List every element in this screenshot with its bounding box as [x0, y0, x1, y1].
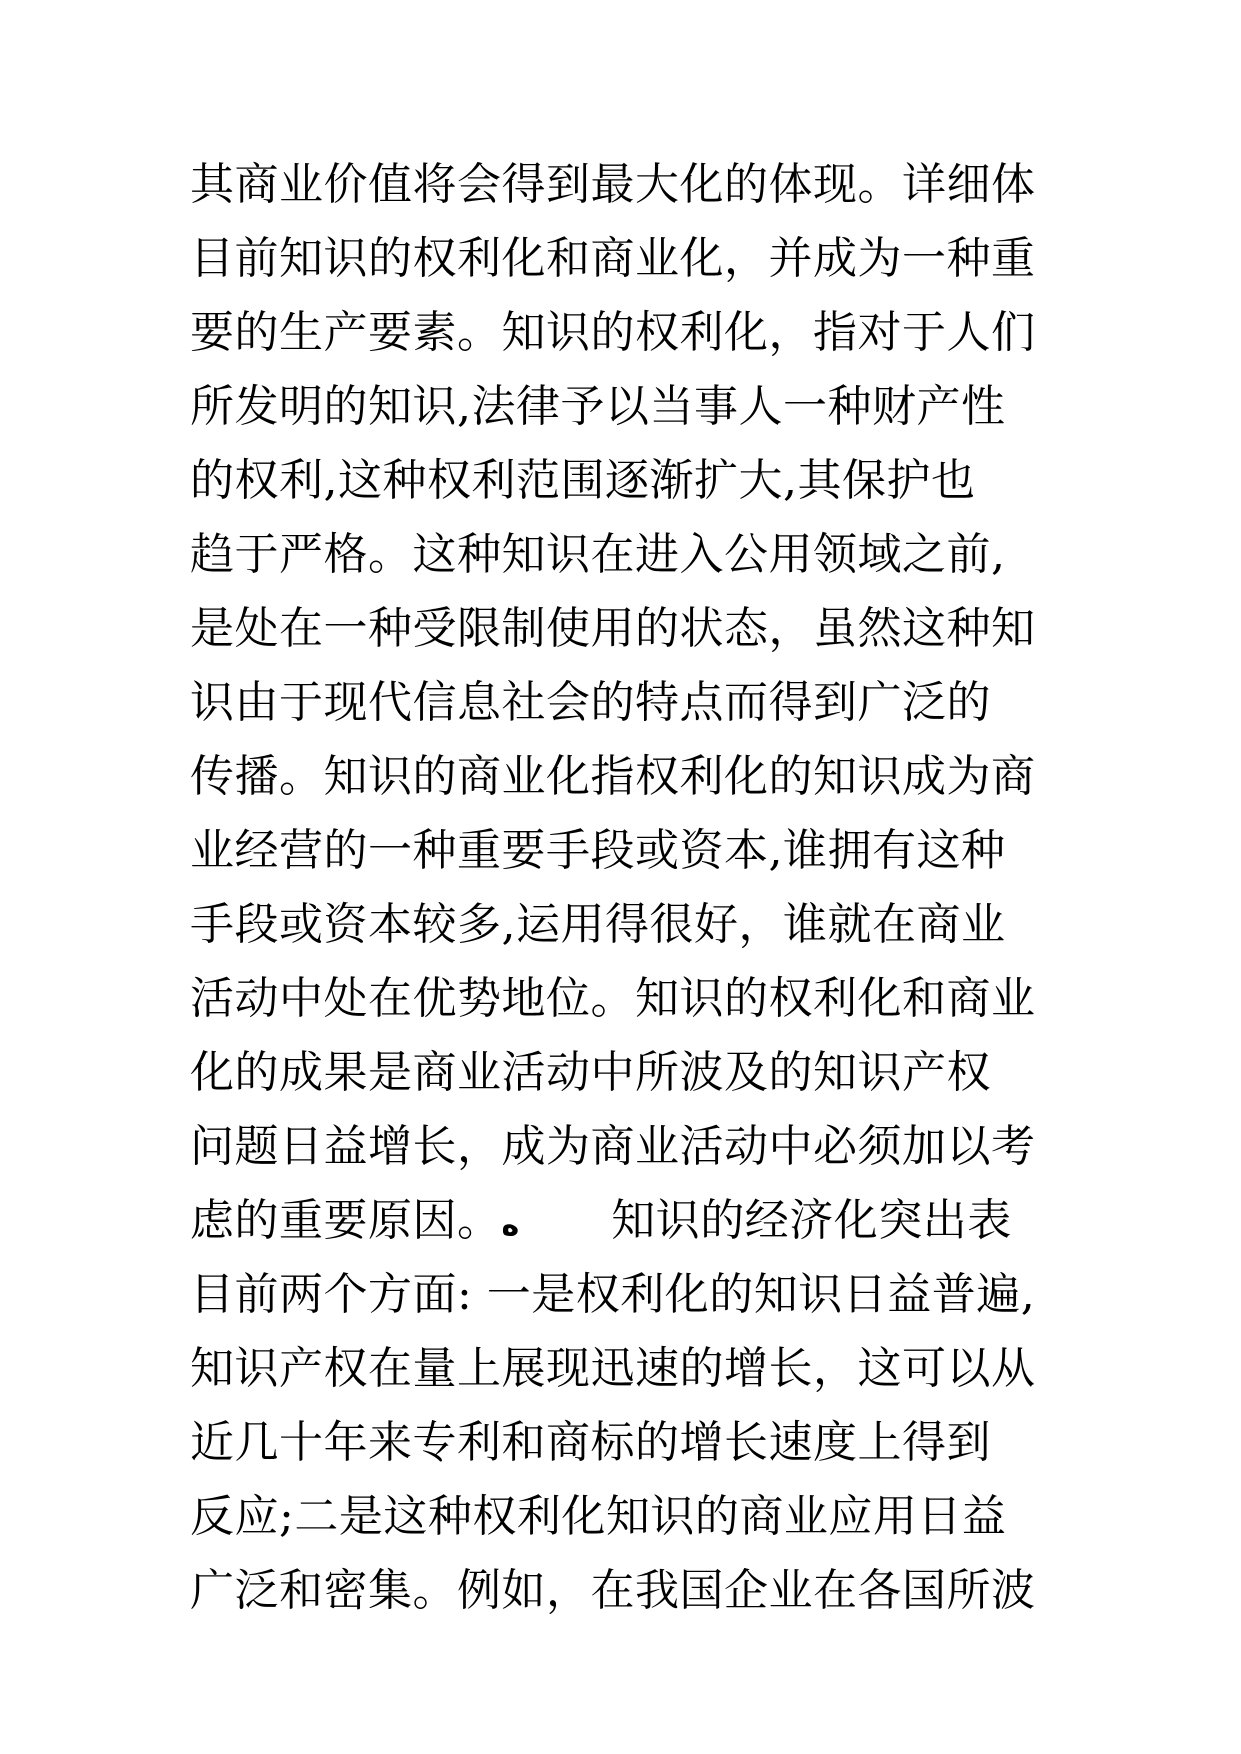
body-text	[190, 148, 1070, 1628]
text-line: 其商业价值将会得到最大化的体现。详细体	[190, 159, 1036, 210]
text-line: 趋于严格。这种知识在进入公用领域之前,	[190, 529, 1006, 580]
text-segment: 知识的经济化突出表	[611, 1195, 1012, 1246]
text-line: 的权利,这种权利范围逐渐扩大,其保护也	[190, 455, 976, 506]
text-line: 知识产权在量上展现迅速的增长，这可以从	[190, 1343, 1036, 1394]
text-line: 化的成果是商业活动中所波及的知识产权	[190, 1047, 991, 1098]
text-line: 识由于现代信息社会的特点而得到广泛的	[190, 677, 991, 728]
text-line: 要的生产要素。知识的权利化，指对于人们	[190, 307, 1036, 358]
text-line: 目前两个方面: 一是权利化的知识日益普遍,	[190, 1269, 1036, 1320]
text-line: 广泛和密集。例如，在我国企业在各国所波	[190, 1565, 1036, 1616]
text-line: 反应;二是这种权利化知识的商业应用日益	[190, 1491, 1007, 1542]
text-line-with-mark	[190, 1184, 1070, 1258]
text-line: 传播。知识的商业化指权利化的知识成为商	[190, 751, 1036, 802]
text-line: 活动中处在优势地位。知识的权利化和商业	[190, 973, 1036, 1024]
text-line: 目前知识的权利化和商业化，并成为一种重	[190, 233, 1036, 284]
text-segment: 虑的重要原因。	[190, 1195, 502, 1246]
text-line: 近几十年来专利和商标的增长速度上得到	[190, 1417, 991, 1468]
text-line: 所发明的知识,法律予以当事人一种财产性	[190, 381, 1006, 432]
text-line: 业经营的一种重要手段或资本,谁拥有这种	[190, 825, 1006, 876]
text-line: 是处在一种受限制使用的状态，虽然这种知	[190, 603, 1036, 654]
text-line: 手段或资本较多,运用得很好，谁就在商业	[190, 899, 1006, 950]
text-line: 问题日益增长，成为商业活动中必须加以考	[190, 1121, 1036, 1172]
glyph-mark: ه	[501, 1208, 520, 1243]
